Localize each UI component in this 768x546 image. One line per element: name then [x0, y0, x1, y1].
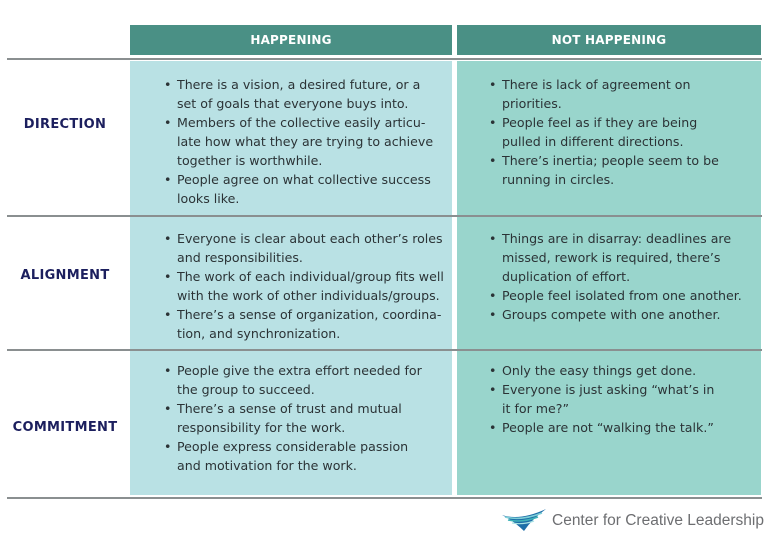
cell-direction-not-happening — [457, 61, 761, 215]
ccl-logo-text: Center for Creative Leadership — [552, 512, 764, 529]
list-item: • People express considerable passion and motivation for the work. — [164, 437, 432, 475]
cell-alignment-happening — [130, 217, 452, 349]
list-item: • People are not “walking the talk.” — [489, 418, 721, 437]
ccl-swoosh-icon — [502, 509, 546, 533]
cell-commitment-not-happening — [457, 351, 761, 495]
list-item: • There’s a sense of organization, coordina-tion, and synchronization. — [164, 305, 446, 343]
list-item: • Everyone is clear about each other’s roles and responsibilities. — [164, 229, 446, 267]
list-item: • There’s a sense of trust and mutual responsibility for the work. — [164, 399, 432, 437]
list-item: • People agree on what collective success looks like. — [164, 170, 440, 208]
list-item: • There is a vision, a desired future, or a set of goals that everyone buys into. — [164, 75, 440, 113]
cell-alignment-not-happening — [457, 217, 761, 349]
row-label-commitment: COMMITMENT — [12, 420, 118, 435]
cell-commitment-happening — [130, 351, 452, 495]
list-item: • People give the extra effort needed for the group to succeed. — [164, 361, 432, 399]
ccl-logo — [502, 509, 764, 533]
column-header-not-happening: NOT HAPPENING — [457, 25, 761, 55]
list-item: • People feel isolated from one another. — [489, 286, 753, 305]
row-label-direction: DIRECTION — [23, 117, 107, 132]
row-label-alignment: ALIGNMENT — [20, 268, 110, 283]
list-item: • There’s inertia; people seem to be running in circles. — [489, 151, 721, 189]
header-divider — [7, 58, 762, 60]
list-item: • There is lack of agreement on priorities. — [489, 75, 721, 113]
table-bottom-divider — [7, 497, 762, 499]
list-item: • Things are in disarray: deadlines are missed, rework is required, there’s duplication of effort. — [489, 229, 753, 286]
cell-direction-happening — [130, 61, 452, 215]
column-header-happening: HAPPENING — [130, 25, 452, 55]
list-item: • Members of the collective easily articu-late how what they are trying to achieve together is worthwhile. — [164, 113, 440, 170]
list-item: • The work of each individual/group fits well with the work of other individuals/groups. — [164, 267, 446, 305]
list-item: • Only the easy things get done. — [489, 361, 721, 380]
list-item: • People feel as if they are being pulled in different directions. — [489, 113, 721, 151]
list-item: • Groups compete with one another. — [489, 305, 753, 324]
list-item: • Everyone is just asking “what’s in it for me?” — [489, 380, 721, 418]
